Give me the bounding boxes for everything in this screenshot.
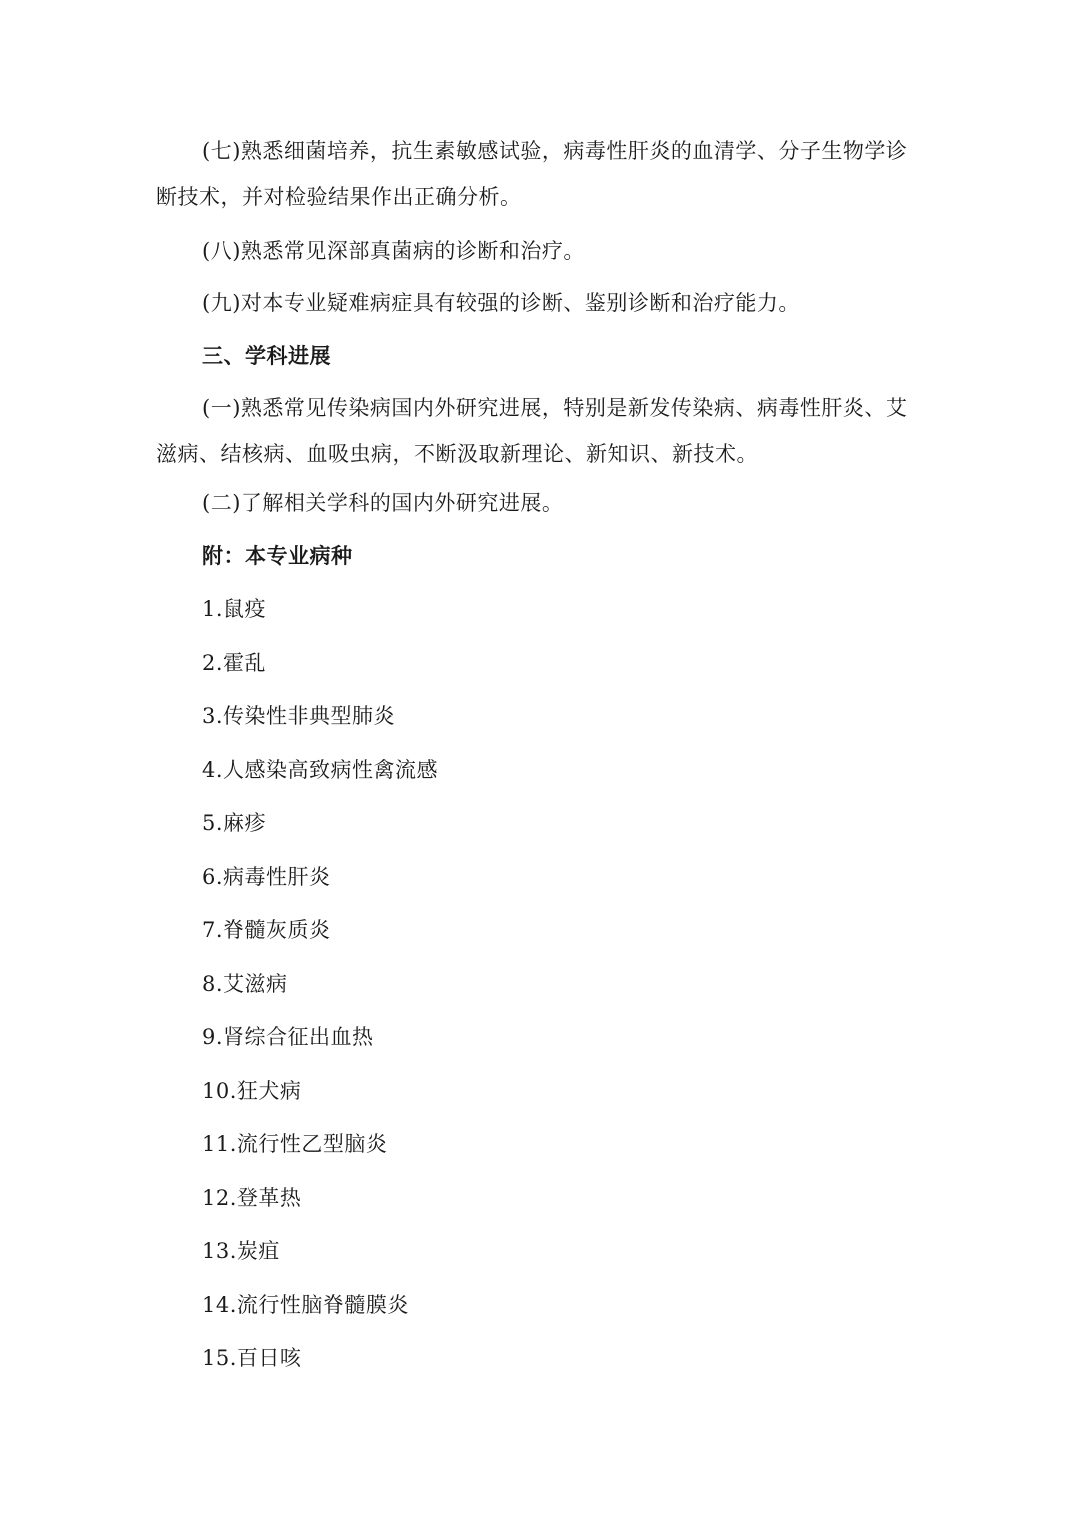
paragraph-8: (八)熟悉常见深部真菌病的诊断和治疗。: [202, 239, 585, 263]
list-item: 13.炭疽: [202, 1239, 280, 1263]
list-item: 8.艾滋病: [202, 972, 288, 996]
list-item: 4.人感染高致病性禽流感: [202, 758, 439, 782]
paragraph-9: (九)对本专业疑难病症具有较强的诊断、鉴别诊断和治疗能力。: [202, 291, 800, 315]
list-item: 2.霍乱: [202, 651, 267, 675]
list-item: 14.流行性脑脊髓膜炎: [202, 1293, 409, 1317]
list-item: 15.百日咳: [202, 1346, 302, 1370]
list-item: 10.狂犬病: [202, 1079, 302, 1103]
section-heading-progress: 三、学科进展: [202, 344, 331, 368]
paragraph-progress-2: (二)了解相关学科的国内外研究进展。: [202, 491, 564, 515]
list-item: 7.脊髓灰质炎: [202, 918, 331, 942]
list-item: 12.登革热: [202, 1186, 302, 1210]
paragraph-progress-1: (一)熟悉常见传染病国内外研究进展，特别是新发传染病、病毒性肝炎、艾滋病、结核病、血吸虫病，不断汲取新理论、新知识、新技术。: [156, 396, 908, 466]
paragraph-7: (七)熟悉细菌培养，抗生素敏感试验，病毒性肝炎的血清学、分子生物学诊断技术，并对检验结果作出正确分析。: [156, 139, 908, 209]
list-item: 3.传染性非典型肺炎: [202, 704, 396, 728]
list-item: 5.麻疹: [202, 811, 267, 835]
list-item: 1.鼠疫: [202, 597, 267, 621]
list-item: 11.流行性乙型脑炎: [202, 1132, 388, 1156]
appendix-heading: 附：本专业病种: [202, 544, 353, 568]
list-item: 9.肾综合征出血热: [202, 1025, 374, 1049]
list-item: 6.病毒性肝炎: [202, 865, 331, 889]
